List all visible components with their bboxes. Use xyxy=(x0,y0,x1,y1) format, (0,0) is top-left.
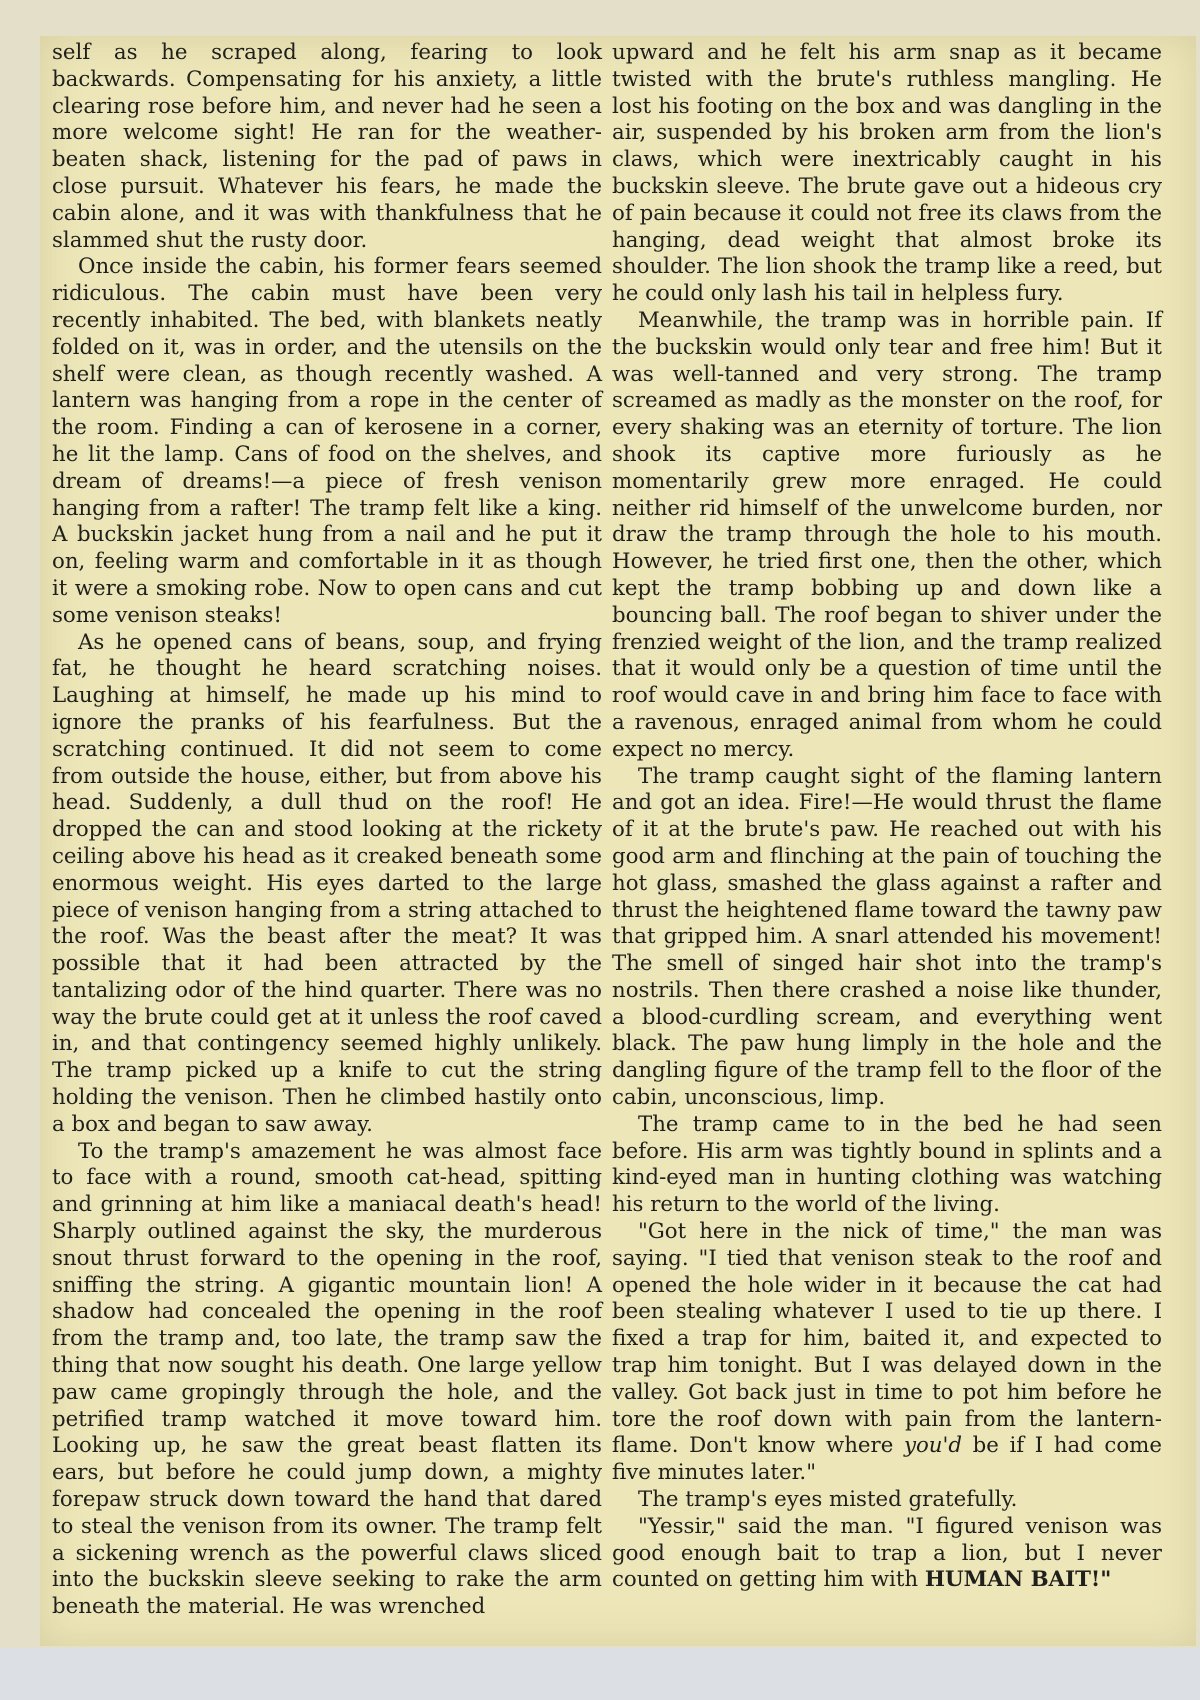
printed-page xyxy=(40,36,1196,1646)
page-margin xyxy=(0,1648,1200,1700)
paragraph: self as he scraped along, fearing to look backwards. Compensating for his anxiety, a little clearing rose before him, and never had he seen a more welcome sight! He ran for the weather-beaten shack, listening for the pad of paws in close pursuit. Whatever his fears, he made the cabin alone, and it was with thankfulness that he slammed shut the rusty door. xyxy=(52,40,602,253)
paragraph: The tramp came to in the bed he had seen before. His arm was tightly bound in splints and a kind-eyed man in hunting clothing was watching his return to the world of the living. xyxy=(612,1111,1162,1218)
paragraph: Once inside the cabin, his former fears seemed ridiculous. The cabin must have been very recently inhabited. The bed, with blankets neatly folded on it, was in order, and the utensils on the shelf were clean, as though recently washed. A lantern was hanging from a rope in the center of the room. Finding a can of kerosene in a corner, he lit the lamp. Cans of food on the shelves, and dream of dreams!—a piece of fresh venison hanging from a rafter! The tramp felt like a king. A buckskin jacket hung from a nail and he put it on, feeling warm and comfortable in it as though it were a smoking robe. Now to open cans and cut some venison steaks! xyxy=(52,254,602,628)
paragraph: upward and he felt his arm snap as it became twisted with the brute's ruthless mangling. He lost his footing on the box and was dangling in the air, suspended by his broken arm from the lion's claws, which were inextricably caught in his buckskin sleeve. The brute gave out a hideous cry of pain because it could not free its claws from the hanging, dead weight that almost broke its shoulder. The lion shook the tramp like a reed, but he could only lash his tail in helpless fury. xyxy=(612,40,1162,307)
dialogue-text: "Got here in the nick of time," the man was saying. "I tied that venison steak to the roof and opened the hole wider in it because the cat had been stealing whatever I used to tie up there. I fixed a trap for him, baited it, and expected to trap him tonight. But I was delayed down in the valley. Got back just in time to pot him before he tore the roof down with pain from the lantern-flame. Don't know where xyxy=(612,1219,1162,1459)
dialogue-text: be if I had come five minutes later." xyxy=(612,1433,1162,1486)
paragraph: The tramp's eyes misted gratefully. xyxy=(638,1487,1018,1513)
paragraph xyxy=(612,1514,1162,1594)
paragraph: Meanwhile, the tramp was in horrible pain. If the buckskin would only tear and free him! But it was well-tanned and very strong. The tramp screamed as madly as the monster on the roof, for every shaking was an eternity of torture. The lion shook its captive more furiously as he momentarily grew more enraged. He could neither rid himself of the unwelcome burden, nor draw the tramp through the hole to his mouth. However, he tried first one, then the other, which kept the tramp bobbing up and down like a bouncing ball. The roof began to shiver under the frenzied weight of the lion, and the tramp realized that it would only be a question of time until the roof would cave in and bring him face to face with a ravenous, enraged animal from whom he could expect no mercy. xyxy=(612,307,1162,762)
closing-bold-text: HUMAN BAIT!" xyxy=(924,1567,1112,1593)
paragraph: To the tramp's amazement he was almost face to face with a round, smooth cat-head, spitting and grinning at him like a maniacal death's head! Sharply outlined against the sky, the murderous snout thrust forward to the opening in the roof, sniffing the string. A gigantic mountain lion! A shadow had concealed the opening in the roof from the tramp and, too late, the tramp saw the thing that now sought his death. One large yellow paw came gropingly through the hole, and the petrified tramp watched it move toward him. Looking up, he saw the great beast flatten its ears, but before he could jump down, a mighty forepaw struck down toward the hand that dared to steal the venison from its owner. The tramp felt a sickening wrench as the powerful claws sliced into the buckskin sleeve seeking to rake the arm beneath the material. He was wrenched xyxy=(52,1138,602,1620)
paragraph xyxy=(612,1219,1162,1487)
emphasis-text: you'd xyxy=(903,1433,962,1459)
left-column xyxy=(52,40,602,1621)
right-column xyxy=(612,40,1162,1594)
paragraph: As he opened cans of beans, soup, and frying fat, he thought he heard scratching noises. Laughing at himself, he made up his mind to ignore the pranks of his fearfulness. But the scratching continued. It did not seem to come from outside the house, either, but from above his head. Suddenly, a dull thud on the roof! He dropped the can and stood looking at the rickety ceiling above his head as it creaked beneath some enormous weight. His eyes darted to the large piece of venison hanging from a string attached to the roof. Was the beast after the meat? It was possible that it had been attracted by the tantalizing odor of the hind quarter. There was no way the brute could get at it unless the roof caved in, and that contingency seemed highly unlikely. The tramp picked up a knife to cut the string holding the venison. Then he climbed hastily onto a box and began to saw away. xyxy=(52,629,602,1137)
dialogue-text: "Yessir," said the man. "I figured venison was good enough bait to trap a lion, but I never counted on getting him with xyxy=(612,1513,1162,1593)
paragraph: The tramp caught sight of the flaming lantern and got an idea. Fire!—He would thrust the flame of it at the brute's paw. He reached out with his good arm and flinching at the pain of touching the hot glass, smashed the glass against a rafter and thrust the heightened flame toward the tawny paw that gripped him. A snarl attended his movement! The smell of singed hair shot into the tramp's nostrils. Then there crashed a noise like thunder, a blood-curdling scream, and everything went black. The paw hung limply in the hole and the dangling figure of the tramp fell to the floor of the cabin, unconscious, limp. xyxy=(612,763,1163,1111)
